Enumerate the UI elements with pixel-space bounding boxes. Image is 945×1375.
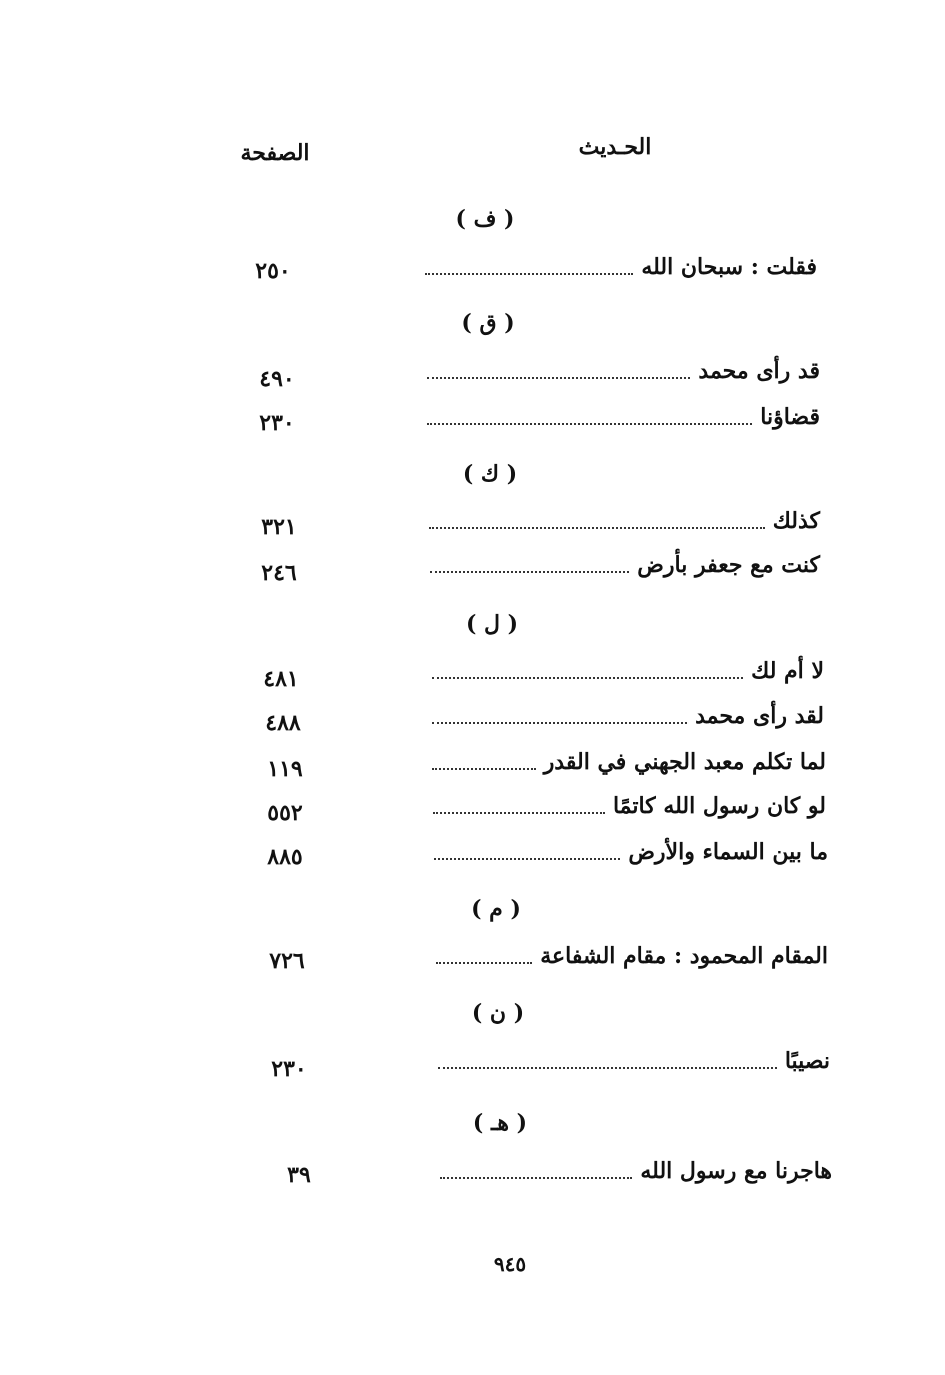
section-letter-ha: ( هـ ): [472, 1110, 528, 1136]
entry-page-number: ٨٨٥: [267, 844, 303, 870]
dot-leader: [427, 423, 752, 425]
section-letter-nun: ( ن ): [471, 1000, 525, 1026]
entry-page-number: ٢٥٠: [255, 258, 291, 284]
index-entry: [432, 697, 824, 731]
index-entry: [433, 787, 826, 821]
index-entry: [438, 1042, 830, 1076]
entry-page-number: ٣٩: [287, 1162, 311, 1188]
section-letter-mim: ( م ): [471, 896, 521, 922]
entry-page-number: ٢٣٠: [259, 410, 295, 436]
index-entry: [429, 502, 820, 536]
section-letter-fa: ( ف ): [455, 206, 515, 232]
entry-text: لا أم لك: [751, 658, 824, 684]
index-entry: [432, 652, 824, 686]
dot-leader: [432, 677, 743, 679]
entry-text: لقد رأى محمد: [695, 703, 824, 729]
entry-text: كذلك: [772, 508, 820, 534]
section-letter-kaf: ( ك ): [462, 461, 518, 487]
index-entry: [434, 833, 828, 867]
folio-page-number: ٩٤٥: [493, 1252, 527, 1276]
entry-page-number: ٣٢١: [261, 514, 297, 540]
entry-page-number: ٢٣٠: [271, 1056, 307, 1082]
dot-leader: [438, 1067, 777, 1069]
dot-leader: [436, 962, 532, 964]
entry-text: ما بين السماء والأرض: [628, 839, 828, 865]
index-entry: [436, 937, 828, 971]
entry-text: نصيبًا: [784, 1048, 830, 1074]
section-letter-qaf: ( ق ): [461, 310, 515, 336]
entry-page-number: ٢٤٦: [261, 560, 297, 586]
entry-text: لو كان رسول الله كاتمًا: [612, 793, 826, 819]
column-header-page: الصفحة: [240, 140, 310, 166]
dot-leader: [427, 377, 690, 379]
dot-leader: [433, 812, 605, 814]
index-entry: [427, 398, 820, 432]
dot-leader: [425, 273, 633, 275]
index-entry: [427, 352, 820, 386]
dot-leader: [429, 527, 765, 529]
index-entry: [425, 248, 817, 282]
entry-page-number: ٥٥٢: [267, 800, 303, 826]
index-entry: [440, 1152, 832, 1186]
entry-text: قضاؤنا: [760, 404, 820, 430]
entry-page-number: ٤٩٠: [259, 366, 295, 392]
entry-text: قد رأى محمد: [698, 358, 820, 384]
dot-leader: [430, 571, 629, 573]
index-entry: [432, 743, 826, 777]
entry-page-number: ٤٨٨: [265, 710, 301, 736]
column-header-hadith: الحـديث: [578, 134, 652, 160]
entry-text: كنت مع جعفر بأرض: [637, 552, 820, 578]
dot-leader: [432, 768, 536, 770]
dot-leader: [434, 858, 620, 860]
section-letter-lam: ( ل ): [465, 611, 519, 637]
entry-text: لما تكلم معبد الجهني في القدر: [543, 749, 826, 775]
entry-page-number: ١١٩: [267, 756, 303, 782]
dot-leader: [440, 1177, 632, 1179]
entry-text: هاجرنا مع رسول الله: [640, 1158, 832, 1184]
entry-page-number: ٤٨١: [263, 666, 299, 692]
index-entry: [430, 546, 820, 580]
dot-leader: [432, 722, 687, 724]
entry-text: فقلت : سبحان الله: [641, 254, 817, 280]
entry-text: المقام المحمود : مقام الشفاعة: [540, 943, 828, 969]
entry-page-number: ٧٢٦: [269, 948, 305, 974]
